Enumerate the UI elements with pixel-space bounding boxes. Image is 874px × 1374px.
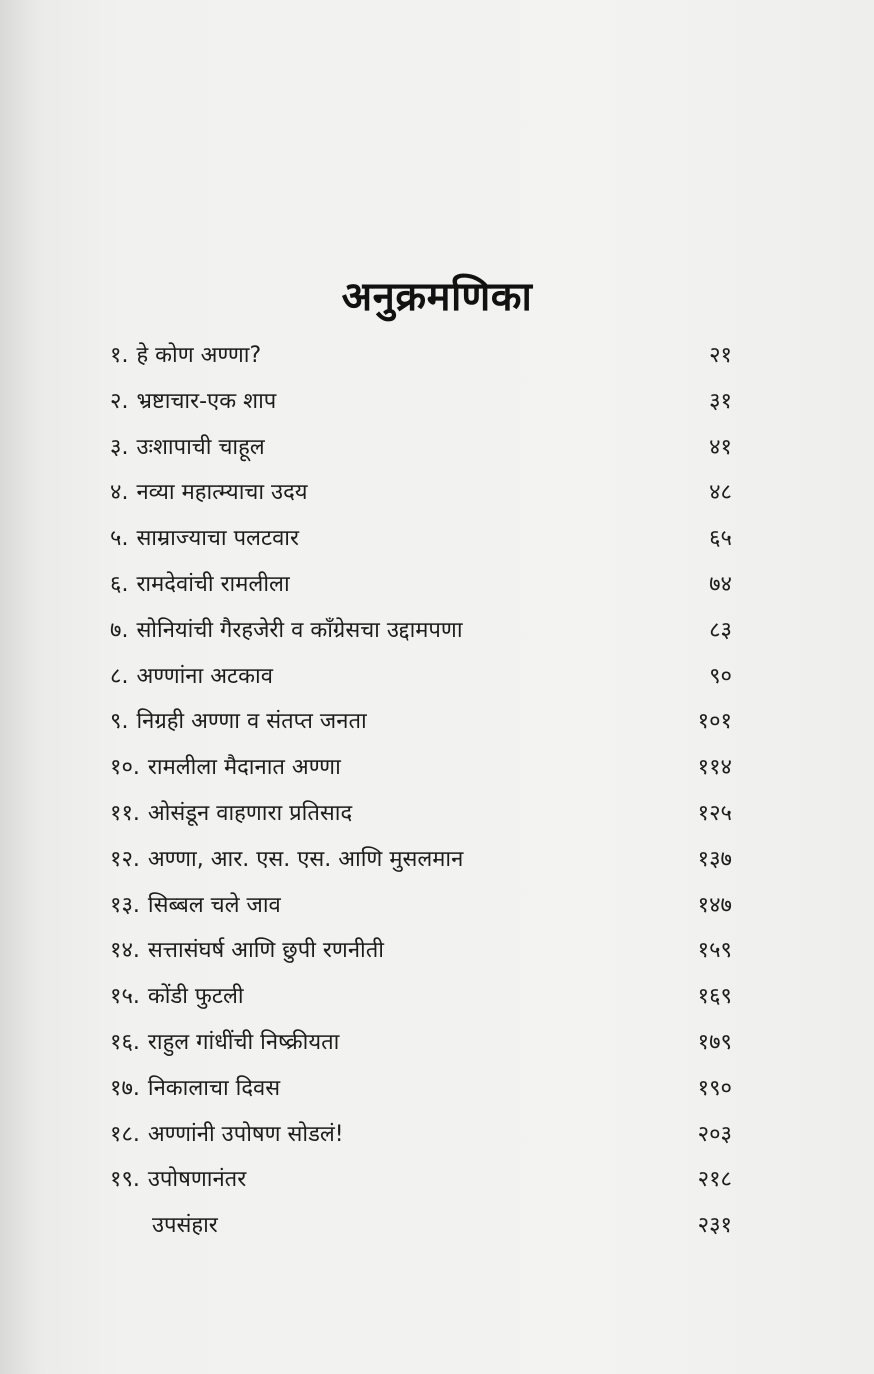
toc-entry-label bbox=[110, 569, 290, 601]
chapter-title: अण्णांना अटकाव bbox=[136, 663, 273, 689]
toc-entry bbox=[110, 1027, 732, 1073]
toc-entry bbox=[110, 340, 732, 386]
chapter-number: ३. bbox=[110, 434, 129, 460]
chapter-title: हे कोण अण्णा? bbox=[136, 343, 262, 368]
chapter-title: ओसंडून वाहणारा प्रतिसाद bbox=[147, 800, 353, 826]
chapter-title: रामलीला मैदानात अण्णा bbox=[147, 755, 341, 781]
page-number: १४७ bbox=[697, 892, 732, 918]
chapter-number: ४. bbox=[110, 480, 129, 506]
chapter-title: निग्रही अण्णा व संतप्त जनता bbox=[136, 709, 367, 735]
toc-entry-label bbox=[110, 1027, 339, 1059]
toc-entry bbox=[110, 523, 732, 569]
toc-entry bbox=[110, 1164, 732, 1210]
toc-entry-label bbox=[110, 752, 341, 784]
toc-entry-label bbox=[110, 1073, 280, 1105]
toc-entry bbox=[110, 1073, 732, 1119]
chapter-title: सोनियांची गैरहजेरी व काँग्रेसचा उद्दामपणा bbox=[136, 617, 463, 643]
toc-entry-label bbox=[110, 844, 463, 876]
toc-entry bbox=[110, 752, 732, 798]
chapter-number: १३. bbox=[110, 892, 140, 918]
page-number: १९० bbox=[697, 1075, 732, 1101]
page-number: २०३ bbox=[697, 1121, 732, 1147]
chapter-title: नव्या महात्म्याचा उदय bbox=[136, 480, 308, 506]
toc-entry bbox=[110, 661, 732, 707]
toc-entry-label bbox=[110, 798, 352, 830]
chapter-title: सत्तासंघर्ष आणि छुपी रणनीती bbox=[147, 938, 384, 964]
table-of-contents bbox=[110, 340, 732, 1256]
chapter-number: १८. bbox=[110, 1121, 140, 1147]
toc-entry bbox=[110, 1210, 732, 1256]
chapter-title: अण्णा, आर. एस. एस. आणि मुसलमान bbox=[147, 846, 464, 872]
page-number: १२५ bbox=[697, 800, 732, 826]
chapter-number: ६. bbox=[110, 571, 129, 597]
toc-entry bbox=[110, 981, 732, 1027]
chapter-number: २. bbox=[110, 388, 129, 414]
chapter-title: सिब्बल चले जाव bbox=[147, 892, 281, 918]
chapter-title: अण्णांनी उपोषण सोडलं! bbox=[147, 1121, 344, 1147]
toc-entry-label bbox=[110, 1164, 246, 1196]
toc-entry-label bbox=[110, 981, 244, 1013]
page-number: ४१ bbox=[709, 434, 732, 460]
chapter-number: १६. bbox=[110, 1029, 140, 1055]
toc-entry-label bbox=[110, 1119, 344, 1151]
page-number: ११४ bbox=[697, 755, 732, 781]
page-number: ३१ bbox=[709, 388, 732, 414]
page-number: २१ bbox=[709, 343, 732, 368]
toc-entry bbox=[110, 569, 732, 615]
page-number: ४८ bbox=[709, 480, 732, 506]
page-number: ६५ bbox=[709, 526, 732, 552]
chapter-number: १७. bbox=[110, 1075, 140, 1101]
page-number: १७९ bbox=[697, 1029, 732, 1055]
chapter-title: निकालाचा दिवस bbox=[147, 1075, 281, 1101]
chapter-number: ८. bbox=[110, 663, 129, 689]
page-number: १५९ bbox=[697, 938, 732, 964]
toc-entry bbox=[110, 798, 732, 844]
toc-entry-label bbox=[110, 706, 367, 738]
toc-entry-label bbox=[110, 615, 463, 647]
chapter-number: १. bbox=[110, 343, 129, 368]
chapter-number: ११. bbox=[110, 800, 140, 826]
toc-entry bbox=[110, 890, 732, 936]
chapter-title: कोंडी फुटली bbox=[147, 984, 244, 1010]
chapter-number: ९. bbox=[110, 709, 129, 735]
toc-entry bbox=[110, 844, 732, 890]
toc-entry bbox=[110, 1119, 732, 1165]
toc-entry-label bbox=[110, 523, 299, 555]
toc-entry-label bbox=[110, 432, 265, 464]
chapter-title: रामदेवांची रामलीला bbox=[136, 571, 290, 597]
page-number: १६९ bbox=[697, 984, 732, 1010]
toc-entry-label bbox=[110, 661, 273, 693]
page-number: ७४ bbox=[709, 571, 732, 597]
toc-entry-label bbox=[110, 386, 276, 418]
chapter-number: ७. bbox=[110, 617, 129, 643]
chapter-number: ५. bbox=[110, 526, 129, 552]
chapter-number: १९. bbox=[110, 1167, 140, 1193]
page-number: २३१ bbox=[697, 1213, 732, 1239]
toc-entry-label bbox=[110, 340, 261, 372]
page-number: ९० bbox=[709, 663, 732, 689]
page-number: ८३ bbox=[709, 617, 732, 643]
chapter-number: १२. bbox=[110, 846, 140, 872]
page-number: १३७ bbox=[697, 846, 732, 872]
chapter-title: उपसंहार bbox=[152, 1213, 218, 1239]
chapter-number: १४. bbox=[110, 938, 140, 964]
page-title: अनुक्रमणिका bbox=[341, 273, 533, 320]
chapter-title: साम्राज्याचा पलटवार bbox=[136, 526, 299, 552]
chapter-number: १०. bbox=[110, 755, 140, 781]
toc-entry bbox=[110, 935, 732, 981]
toc-entry bbox=[110, 477, 732, 523]
chapter-title: राहुल गांधींची निष्क्रीयता bbox=[147, 1029, 340, 1055]
page-number: १०१ bbox=[697, 709, 732, 735]
chapter-number: १५. bbox=[110, 984, 140, 1010]
toc-entry bbox=[110, 706, 732, 752]
toc-entry-label bbox=[110, 1210, 218, 1242]
chapter-title: उपोषणानंतर bbox=[147, 1167, 247, 1193]
chapter-title: भ्रष्टाचार-एक शाप bbox=[136, 388, 277, 414]
page-number: २१८ bbox=[697, 1167, 732, 1193]
toc-entry-label bbox=[110, 477, 308, 509]
toc-entry-label bbox=[110, 935, 384, 967]
toc-entry bbox=[110, 615, 732, 661]
toc-entry bbox=[110, 432, 732, 478]
chapter-title: उःशापाची चाहूल bbox=[136, 434, 265, 460]
toc-entry bbox=[110, 386, 732, 432]
toc-entry-label bbox=[110, 890, 281, 922]
